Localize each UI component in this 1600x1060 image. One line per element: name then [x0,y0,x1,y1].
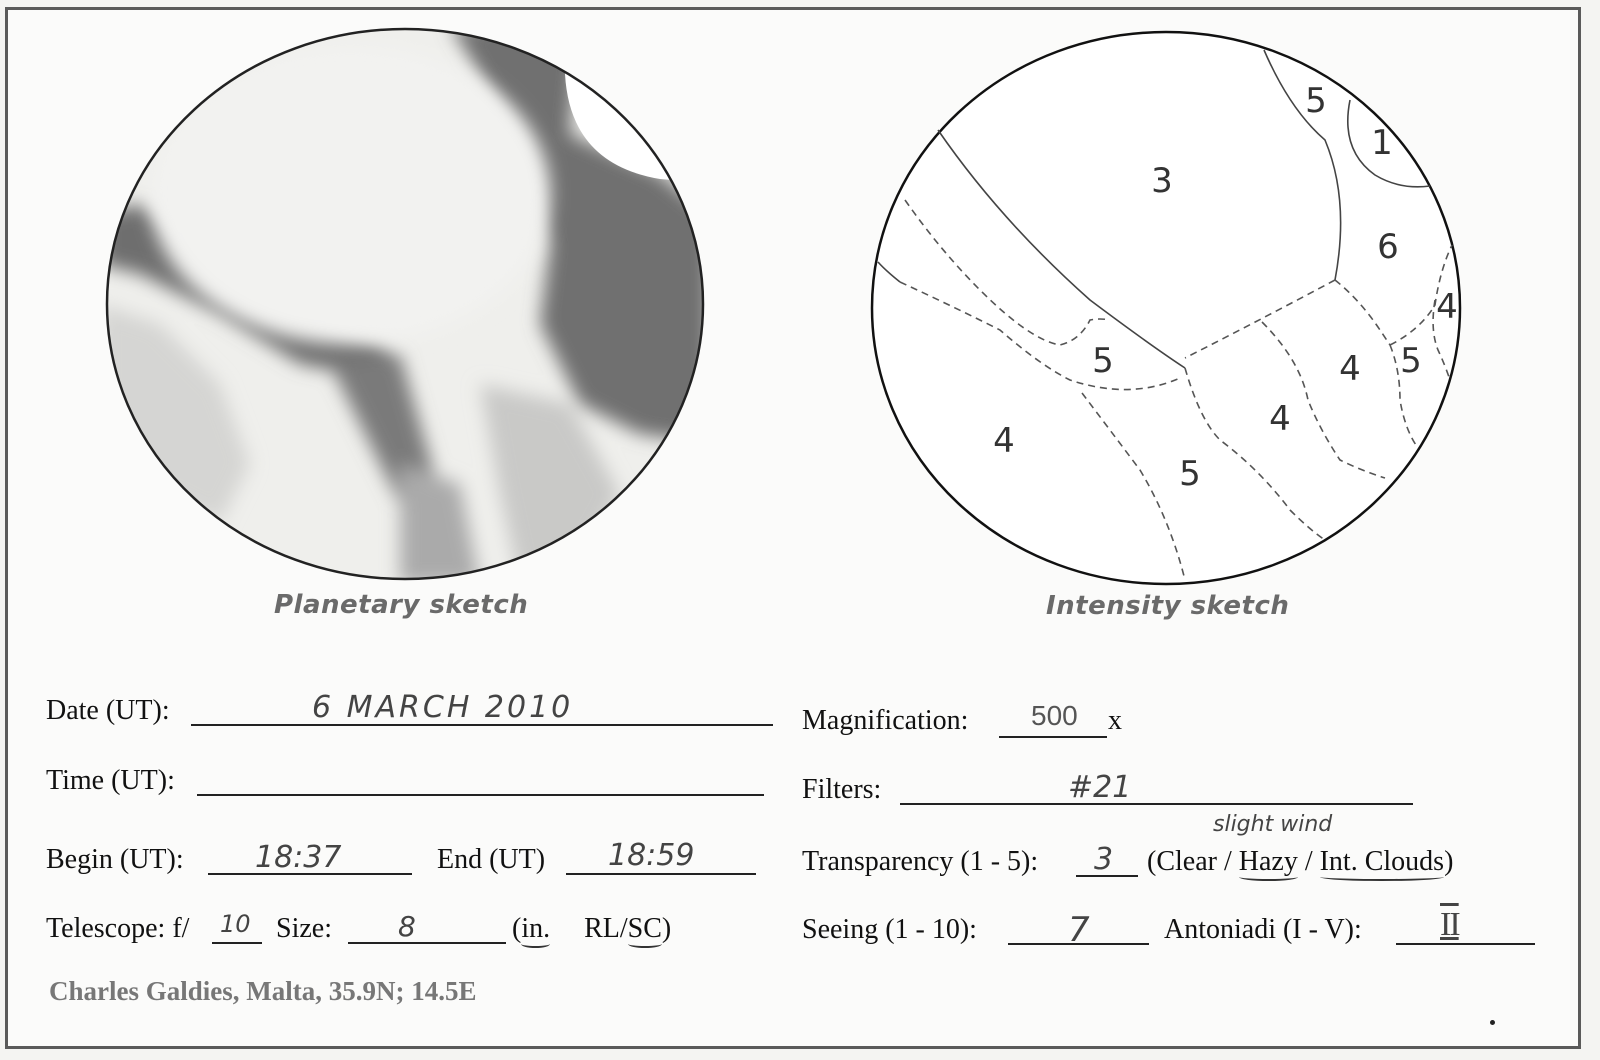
intensity-zone-label: 4 [1436,287,1458,327]
telescope-focal-value: 10 [220,910,251,938]
intensity-zone-label: 5 [1305,81,1327,121]
end-value: 18:59 [608,838,695,873]
option-int-clouds-selected[interactable]: Int. Clouds [1319,846,1445,877]
transparency-note: slight wind [1213,812,1333,837]
magnification-suffix: x [1108,705,1122,736]
intensity-zone-label: 3 [1151,161,1173,201]
transparency-value: 3 [1094,842,1114,877]
type-sc-selected[interactable]: SC [627,913,662,944]
antoniadi-field[interactable] [1396,943,1535,945]
intensity-zone-label: 4 [1269,399,1291,439]
magnification-field[interactable] [999,736,1107,738]
intensity-zone-label: 5 [1400,341,1422,381]
intensity-zone-label: 4 [993,421,1015,461]
intensity-zone-label: 4 [1339,349,1361,389]
end-label: End (UT) [437,844,546,875]
seeing-label: Seeing (1 - 10): [802,914,977,945]
begin-label: Begin (UT): [46,844,184,875]
filters-field[interactable] [900,803,1413,805]
type-rl-option[interactable]: RL/ [584,913,628,944]
date-value: 6 MARCH 2010 [312,690,574,725]
observer-info: Charles Galdies, Malta, 35.9N; 14.5E [49,976,477,1006]
intensity-zone-label: 5 [1179,454,1201,494]
intensity-zone-label: 6 [1377,227,1399,267]
intensity-zone-label: 5 [1092,341,1114,381]
time-field[interactable] [197,794,764,796]
date-label: Date (UT): [46,695,170,726]
speck [1490,1020,1495,1025]
filters-label: Filters: [802,774,882,805]
size-label: Size: [276,913,332,944]
seeing-value: 7 [1068,910,1090,950]
size-unit: (in. RL/SC) [512,913,672,944]
size-field[interactable] [348,942,506,944]
filters-value: #21 [1068,770,1132,805]
unit-inches-selected[interactable]: in. [521,913,551,944]
antoniadi-value: II [1440,906,1459,943]
magnification-label: Magnification: [802,705,969,736]
size-value: 8 [398,910,416,943]
intensity-sketch-caption: Intensity sketch [1046,591,1290,621]
intensity-zone-label: 1 [1371,123,1393,163]
transparency-label: Transparency (1 - 5): [802,846,1039,877]
telescope-label: Telescope: f/ [46,913,190,944]
magnification-value: 500 [1031,700,1078,731]
telescope-focal-field[interactable] [212,942,262,944]
time-label: Time (UT): [46,765,175,796]
end-field[interactable] [566,873,756,875]
transparency-options: (Clear / Hazy / Int. Clouds) [1147,846,1454,877]
option-hazy-selected[interactable]: Hazy [1238,846,1298,877]
begin-value: 18:37 [255,840,342,875]
antoniadi-label: Antoniadi (I - V): [1164,914,1362,945]
planetary-sketch-caption: Planetary sketch [274,590,529,620]
